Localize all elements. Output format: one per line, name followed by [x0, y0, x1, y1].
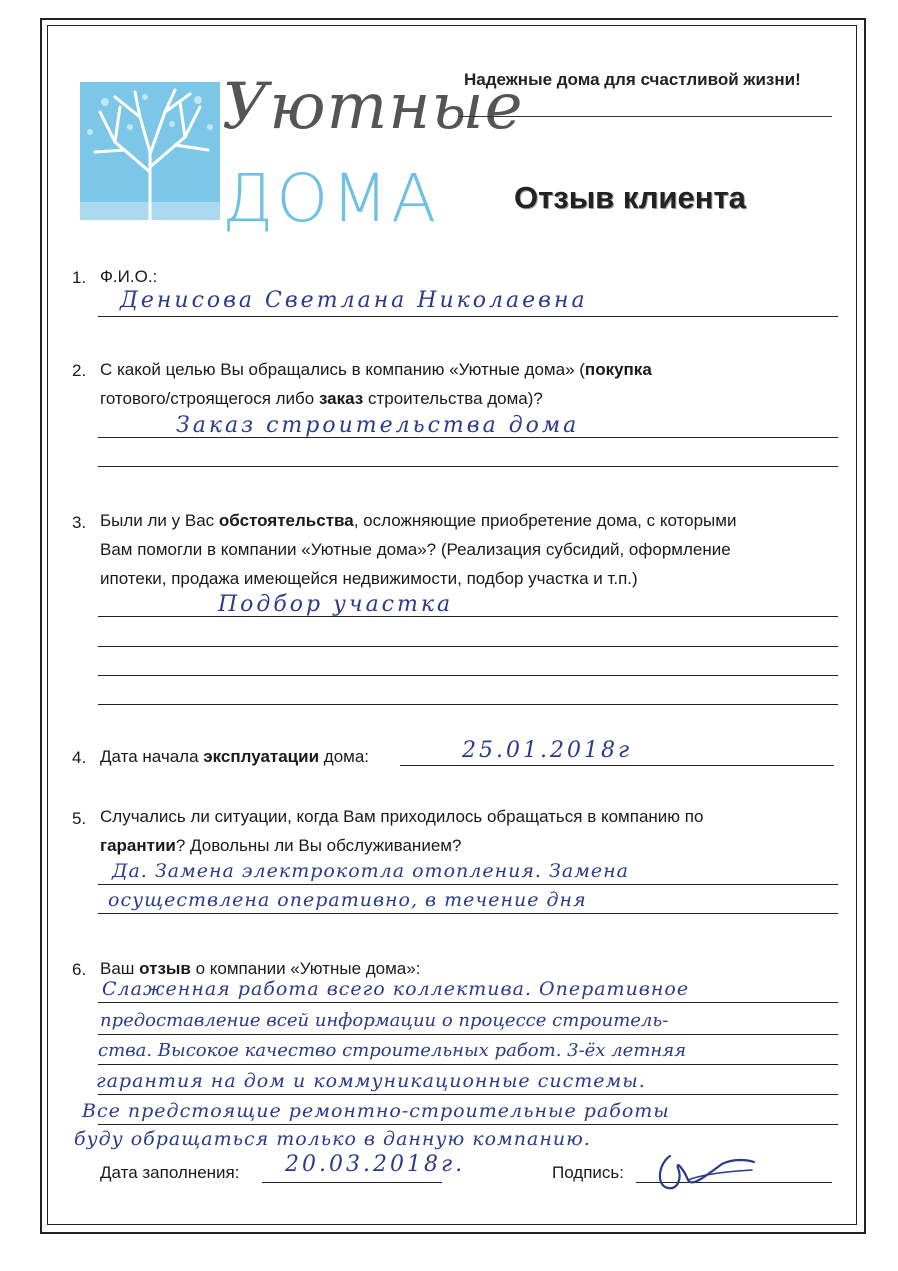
answer-line	[98, 437, 838, 438]
answer-5-handwritten-1: Да. Замена электрокотла отопления. Замена	[112, 860, 630, 882]
question-4-text	[100, 742, 369, 771]
question-number: 6.	[72, 960, 87, 979]
answer-line	[98, 1002, 838, 1003]
answer-line	[98, 1094, 838, 1095]
question-5-text	[100, 802, 840, 860]
question-2-bold-b: заказ	[318, 389, 364, 408]
question-number: 4.	[72, 748, 87, 767]
question-5-bold-a: гарантии	[100, 836, 176, 855]
question-2-bold-a: покупка	[584, 360, 652, 379]
question-2-text-a: С какой целью Вы обращались в компанию «Уютные дома» (	[100, 360, 585, 379]
answer-line	[98, 704, 838, 705]
date-filled-label: Дата заполнения:	[100, 1163, 240, 1182]
tree-logo-icon	[80, 82, 220, 220]
answer-line	[98, 675, 838, 676]
answer-line	[98, 1034, 838, 1035]
question-3-bold-a: обстоятельства	[218, 511, 354, 530]
question-6-text-b: о компании «Уютные дома»:	[190, 959, 421, 978]
question-number: 2.	[72, 361, 87, 380]
question-3-line-2: Вам помогли в компании «Уютные дома»? (Реализация субсидий, оформление	[100, 540, 731, 559]
question-4-text-b: дома:	[319, 747, 370, 766]
answer-line	[98, 616, 838, 617]
answer-1-handwritten: Денисова Светлана Николаевна	[120, 288, 588, 313]
answer-line	[98, 466, 838, 467]
tagline: Надежные дома для счастливой жизни!	[464, 70, 801, 89]
answer-6-line-2: предоставление всей информации о процессе строитель-	[100, 1010, 669, 1031]
answer-6-line-6: буду обращаться только в данную компанию.	[74, 1128, 591, 1150]
answer-6-line-5: Все предстоящие ремонтно-строительные работы	[82, 1100, 670, 1122]
question-4-bold-a: эксплуатации	[203, 747, 320, 766]
answer-6-line-4: гарантия на дом и коммуникационные системы.	[96, 1070, 646, 1092]
answer-6-line-3: ства. Высокое качество строительных работ. 3-ёх летняя	[98, 1040, 687, 1061]
question-2-text	[100, 355, 840, 413]
page-title: Отзыв клиента	[514, 180, 746, 215]
signature-icon	[648, 1150, 758, 1194]
tagline-underline	[458, 116, 832, 117]
logo-main-text: ДОМА	[222, 160, 440, 237]
question-4-text-a: Дата начала	[100, 747, 204, 766]
date-filled-handwritten: 20.03.2018г.	[285, 1152, 466, 1177]
question-3-text	[100, 506, 840, 593]
logo-script-text: Уютные	[222, 70, 524, 144]
question-number: 3.	[72, 513, 87, 532]
question-6-bold-a: отзыв	[139, 959, 191, 978]
question-2-text-c: строительства дома)?	[363, 389, 543, 408]
question-3-text-a: Были ли у Вас	[100, 511, 219, 530]
question-number: 1.	[72, 268, 87, 287]
answer-line	[98, 913, 838, 914]
question-5-text-b: ? Довольны ли Вы обслуживанием?	[175, 836, 462, 855]
answer-line	[98, 884, 838, 885]
answer-5-handwritten-2: осуществлена оперативно, в течение дня	[108, 889, 587, 911]
signature-label: Подпись:	[552, 1163, 625, 1182]
answer-line	[98, 316, 838, 317]
question-2-text-b: готового/строящегося либо	[100, 389, 319, 408]
answer-3-handwritten: Подбор участка	[218, 592, 454, 617]
answer-2-handwritten: Заказ строительства дома	[176, 413, 580, 438]
question-5-line-1: Случались ли ситуации, когда Вам приходилось обращаться в компанию по	[100, 807, 704, 826]
answer-4-handwritten: 25.01.2018г	[462, 738, 633, 763]
answer-line	[98, 1064, 838, 1065]
question-number: 5.	[72, 809, 87, 828]
answer-line	[400, 765, 834, 766]
question-6-text-a: Ваш	[100, 959, 140, 978]
answer-line	[98, 1124, 838, 1125]
question-1-label: Ф.И.О.:	[100, 267, 158, 286]
answer-line	[98, 646, 838, 647]
date-line	[262, 1182, 442, 1183]
question-3-text-b: , осложняющие приобретение дома, с которыми	[353, 511, 737, 530]
question-3-line-3: ипотеки, продажа имеющейся недвижимости, подбор участка и т.п.)	[100, 569, 638, 588]
answer-6-line-1: Слаженная работа всего коллектива. Оперативное	[102, 978, 690, 1000]
